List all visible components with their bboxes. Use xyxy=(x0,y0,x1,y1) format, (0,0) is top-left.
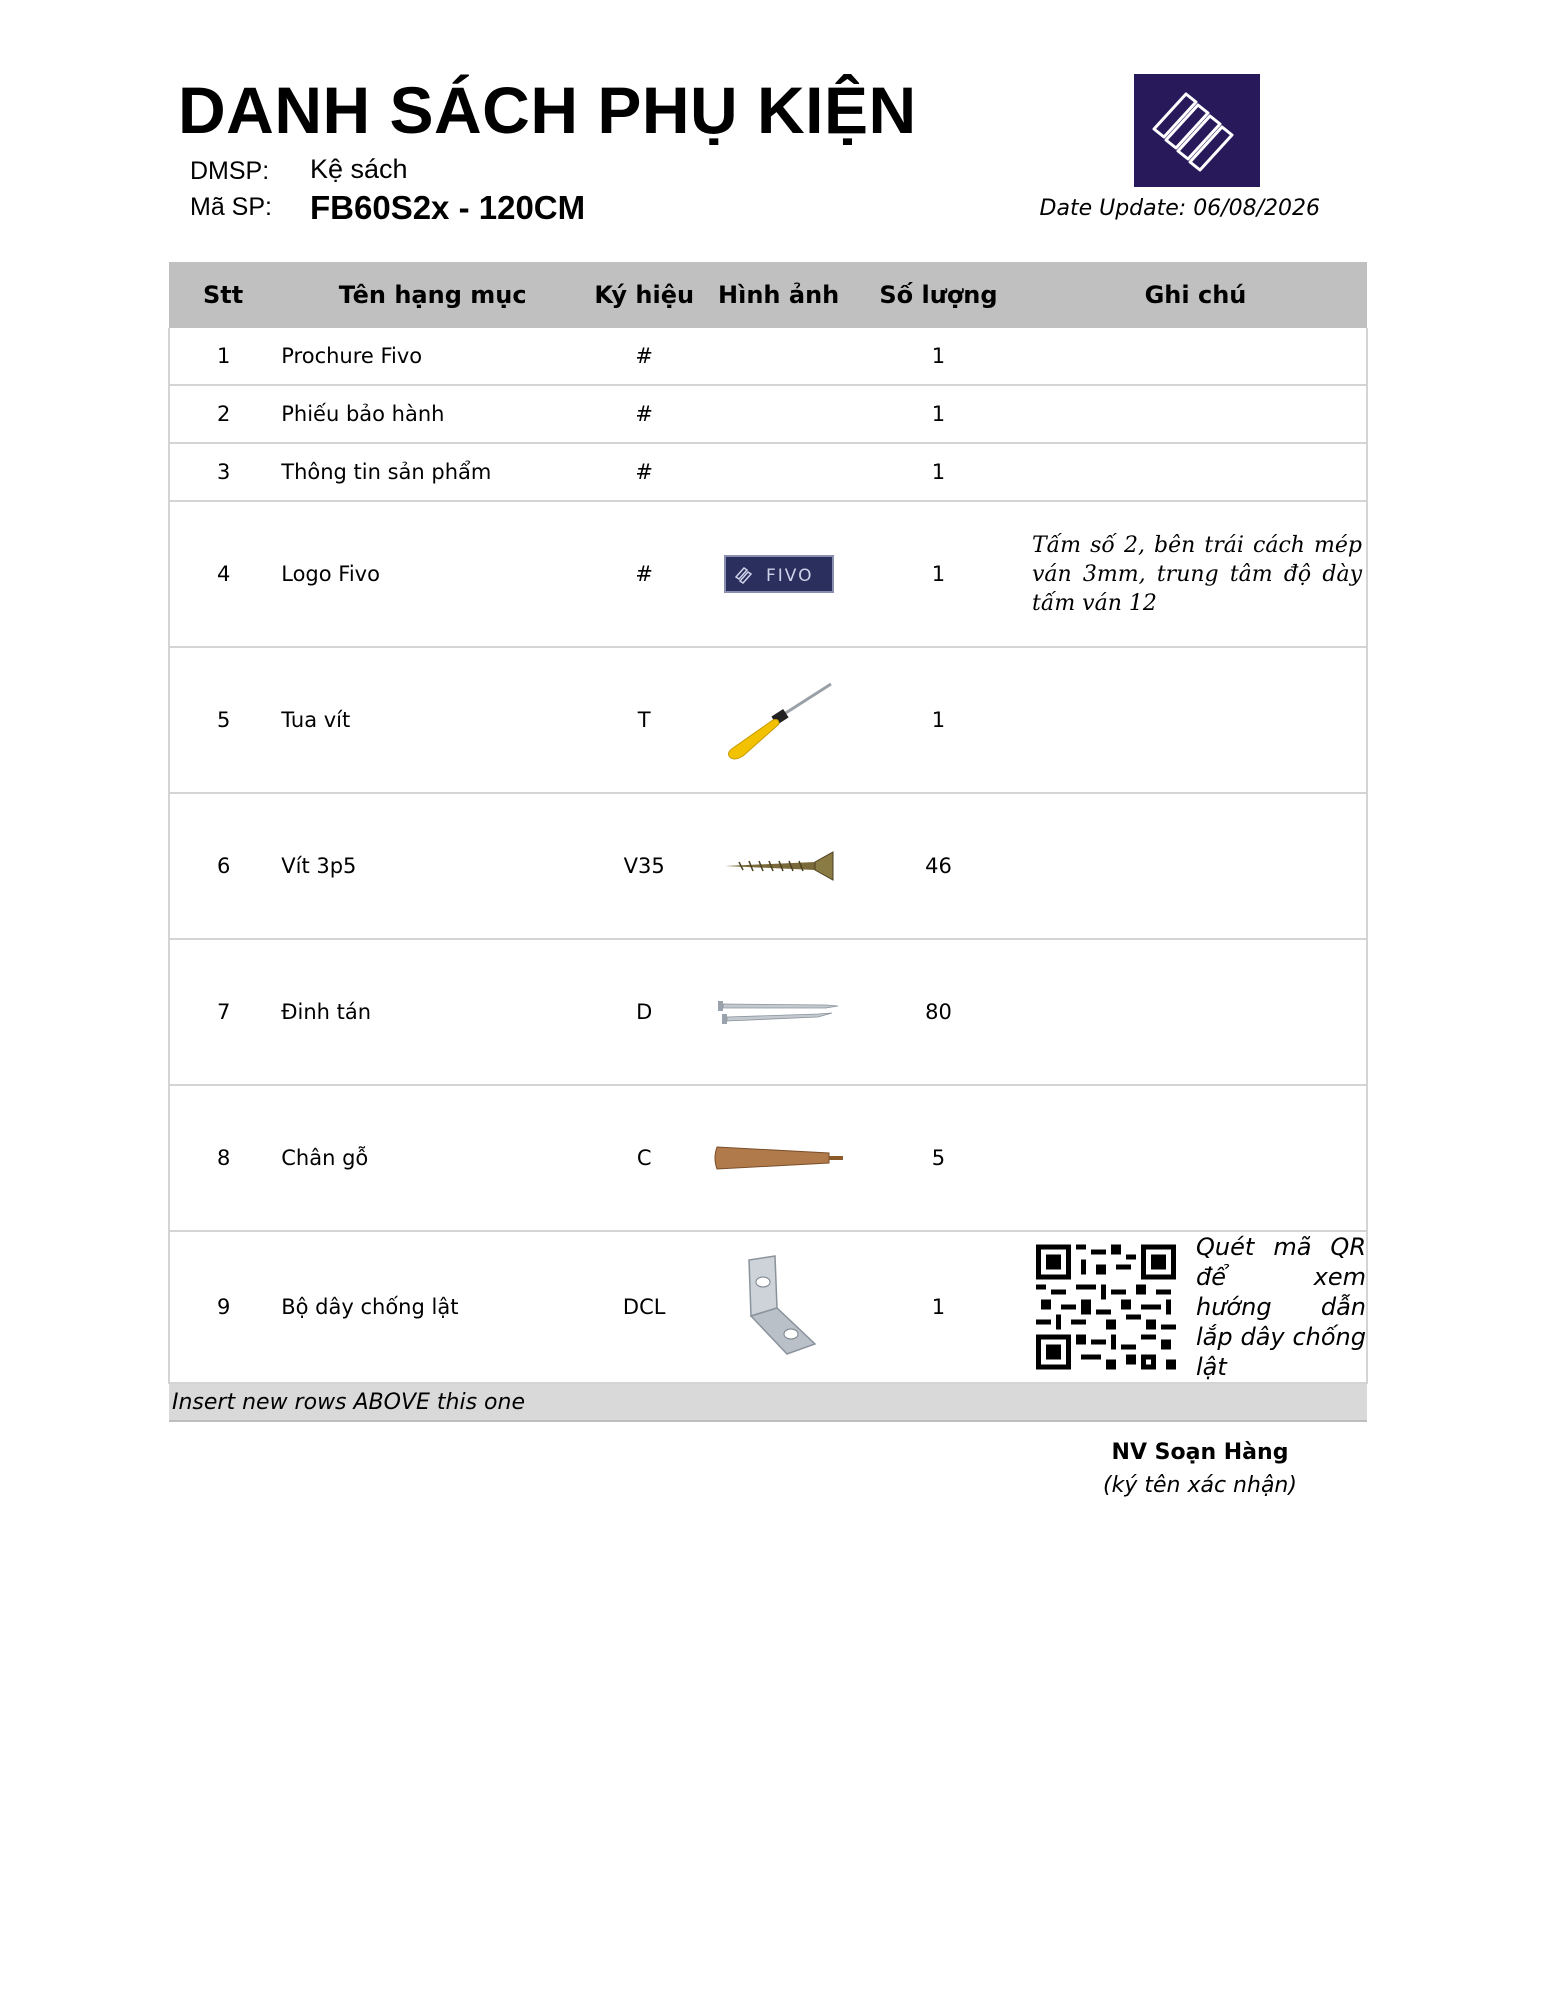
date-update: Date Update: 06/08/2026 xyxy=(1039,196,1320,221)
cell-note xyxy=(1024,385,1367,443)
cell-image xyxy=(704,939,853,1085)
table-row xyxy=(169,501,1367,647)
table-row xyxy=(169,793,1367,939)
col-header-name: Tên hạng mục xyxy=(277,262,584,328)
cell-qty: 1 xyxy=(853,443,1024,501)
cell-note xyxy=(1024,443,1367,501)
cell-note xyxy=(1024,1231,1367,1383)
cell-code: # xyxy=(584,328,704,385)
col-header-image: Hình ảnh xyxy=(704,262,853,328)
wooden-leg-icon xyxy=(709,1138,849,1178)
cell-qty: 1 xyxy=(853,501,1024,647)
cell-code: D xyxy=(584,939,704,1085)
table-header-row xyxy=(169,262,1367,328)
signature-block xyxy=(1100,1440,1300,1498)
fivo-logo-text: FIVO xyxy=(765,566,814,586)
cell-note xyxy=(1024,501,1367,647)
cell-stt: 4 xyxy=(169,501,277,647)
table-row xyxy=(169,1085,1367,1231)
cell-code: V35 xyxy=(584,793,704,939)
cell-image xyxy=(704,1231,853,1383)
cell-code: T xyxy=(584,647,704,793)
cell-image xyxy=(704,501,853,647)
table-row xyxy=(169,443,1367,501)
cell-qty: 5 xyxy=(853,1085,1024,1231)
table-row xyxy=(169,1231,1367,1383)
table-row xyxy=(169,939,1367,1085)
document-title: DANH SÁCH PHỤ KIỆN xyxy=(178,73,917,147)
cell-note xyxy=(1024,793,1367,939)
cell-image xyxy=(704,647,853,793)
col-header-note: Ghi chú xyxy=(1024,262,1367,328)
cell-stt: 3 xyxy=(169,443,277,501)
table-row xyxy=(169,328,1367,385)
fivo-logo-plate-icon xyxy=(724,555,834,593)
cell-name: Prochure Fivo xyxy=(277,328,584,385)
cell-note xyxy=(1024,1085,1367,1231)
col-header-qty: Số lượng xyxy=(853,262,1024,328)
cell-code: C xyxy=(584,1085,704,1231)
cell-qty: 46 xyxy=(853,793,1024,939)
table-footer-row xyxy=(169,1383,1367,1421)
cell-image xyxy=(704,385,853,443)
cell-stt: 8 xyxy=(169,1085,277,1231)
company-logo-icon xyxy=(1134,74,1260,187)
cell-code: # xyxy=(584,501,704,647)
cell-image xyxy=(704,328,853,385)
note-text: Tấm số 2, bên trái cách mép ván 3mm, trung tâm độ dày tấm ván 12 xyxy=(1032,532,1362,616)
cell-image xyxy=(704,443,853,501)
cell-code: # xyxy=(584,385,704,443)
signature-subtitle: (ký tên xác nhận) xyxy=(1103,1473,1297,1498)
screw-icon xyxy=(719,846,839,886)
cell-qty: 1 xyxy=(853,385,1024,443)
cell-qty: 1 xyxy=(853,328,1024,385)
cell-name: Vít 3p5 xyxy=(277,793,584,939)
masp-label: Mã SP: xyxy=(190,193,272,221)
qr-instruction-text: Quét mã QR để xem hướng dẫn lắp dây chống lật xyxy=(1196,1233,1366,1381)
dmsp-label: DMSP: xyxy=(190,157,270,185)
screwdriver-icon xyxy=(719,670,839,770)
cell-stt: 5 xyxy=(169,647,277,793)
qr-code-icon[interactable] xyxy=(1036,1244,1176,1370)
cell-stt: 1 xyxy=(169,328,277,385)
cell-name: Tua vít xyxy=(277,647,584,793)
cell-code: # xyxy=(584,443,704,501)
signature-title: NV Soạn Hàng xyxy=(1111,1440,1289,1465)
l-bracket-icon xyxy=(729,1252,829,1362)
cell-image xyxy=(704,1085,853,1231)
cell-name: Phiếu bảo hành xyxy=(277,385,584,443)
cell-qty: 1 xyxy=(853,1231,1024,1383)
nails-icon xyxy=(714,992,844,1032)
cell-note xyxy=(1024,328,1367,385)
cell-stt: 6 xyxy=(169,793,277,939)
cell-name: Thông tin sản phẩm xyxy=(277,443,584,501)
cell-qty: 1 xyxy=(853,647,1024,793)
cell-stt: 7 xyxy=(169,939,277,1085)
insert-rows-hint: Insert new rows ABOVE this one xyxy=(169,1383,1367,1421)
cell-name: Đinh tán xyxy=(277,939,584,1085)
col-header-stt: Stt xyxy=(169,262,277,328)
cell-stt: 2 xyxy=(169,385,277,443)
cell-name: Logo Fivo xyxy=(277,501,584,647)
cell-code: DCL xyxy=(584,1231,704,1383)
table-row xyxy=(169,647,1367,793)
accessory-table xyxy=(168,262,1368,1422)
cell-name: Chân gỗ xyxy=(277,1085,584,1231)
cell-note xyxy=(1024,939,1367,1085)
dmsp-value: Kệ sách xyxy=(310,154,408,184)
cell-note xyxy=(1024,647,1367,793)
cell-image xyxy=(704,793,853,939)
table-row xyxy=(169,385,1367,443)
cell-name: Bộ dây chống lật xyxy=(277,1231,584,1383)
col-header-code: Ký hiệu xyxy=(584,262,704,328)
masp-value: FB60S2x - 120CM xyxy=(310,189,586,226)
cell-stt: 9 xyxy=(169,1231,277,1383)
cell-qty: 80 xyxy=(853,939,1024,1085)
